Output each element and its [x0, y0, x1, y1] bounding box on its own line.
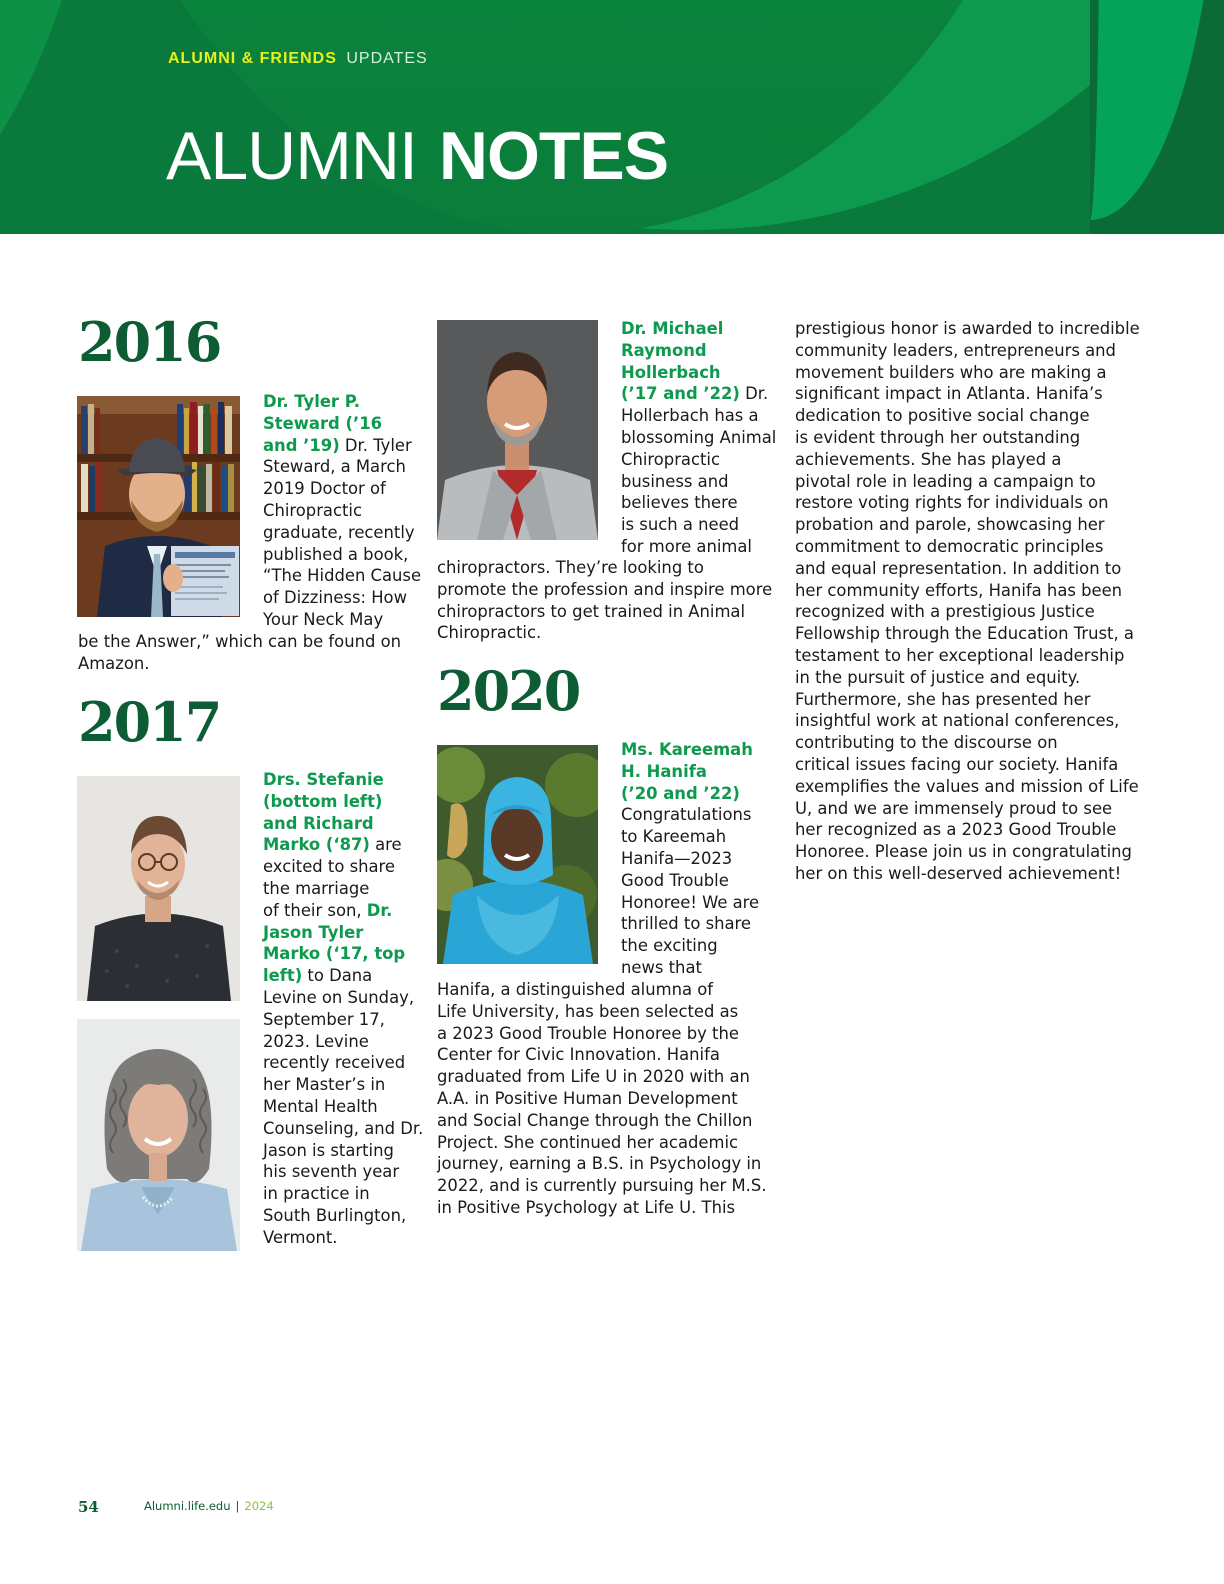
steward-wrap-0: be the Answer,” which can be found on	[78, 632, 402, 651]
portrait-illustration	[77, 776, 240, 1001]
year-heading-2017: 2017	[78, 690, 221, 754]
c3-line-18: insightful work at national conferences,	[795, 711, 1120, 731]
c3-line-24: Honoree. Please join us in congratulating	[795, 842, 1132, 862]
hanifa-line-3: Good Trouble	[621, 870, 729, 890]
c3-line-8: restore voting rights for individuals on	[795, 493, 1109, 513]
c3-line-0: prestigious honor is awarded to incredible	[795, 319, 1140, 338]
hollerbach-line-6: for more animal	[621, 536, 752, 556]
hollerbach-line-4: believes there	[621, 493, 738, 513]
marko-line-b3: 2023. Levine	[263, 1031, 369, 1051]
c3-line-10: commitment to democratic principles	[795, 536, 1104, 556]
steward-intro: Dr. Tyler	[344, 435, 412, 455]
hanifa-wrap-9: 2022, and is currently pursuing her M.S.	[437, 1176, 767, 1196]
hollerbach-line-3: business and	[621, 471, 729, 491]
hanifa-wrap-6: and Social Change through the Chillon	[437, 1110, 753, 1130]
note-hanifa-wrap	[437, 979, 782, 1219]
c3-line-22: U, and we are immensely proud to see	[795, 798, 1113, 818]
steward-line-2: Chiropractic	[263, 500, 362, 520]
c3-line-21: exemplifies the values and mission of Life	[795, 776, 1139, 796]
hollerbach-wrap-2: chiropractors to get trained in Animal	[437, 601, 746, 621]
footer-url[interactable]: Alumni.life.edu	[144, 1499, 231, 1513]
hanifa-wrap-7: Project. She continued her academic	[437, 1132, 739, 1152]
marko-line-a0: are	[375, 835, 402, 855]
marko-name-2: (bottom left)	[263, 791, 383, 811]
steward-line-6: of Dizziness: How	[263, 588, 407, 608]
year-heading-2020: 2020	[437, 659, 580, 723]
footer-year: 2024	[244, 1499, 274, 1513]
c3-line-2: movement builders who are making a	[795, 362, 1107, 382]
portrait-illustration	[77, 1019, 240, 1251]
steward-line-1: 2019 Doctor of	[263, 479, 386, 499]
c3-line-25: her on this well-deserved achievement!	[795, 863, 1122, 883]
steward-name-2: Steward (’16	[263, 413, 383, 433]
marko-name-4: Marko (‘87)	[263, 835, 370, 855]
kicker-strong: ALUMNI & FRIENDS	[168, 50, 337, 67]
title-light: ALUMNI	[166, 118, 417, 194]
marko-line-a3: of their son,	[263, 900, 362, 920]
hanifa-line-5: thrilled to share	[621, 914, 752, 934]
jason-name-2: Jason Tyler	[263, 922, 364, 942]
c3-line-12: her community efforts, Hanifa has been	[795, 580, 1123, 600]
title-bold: NOTES	[438, 118, 669, 194]
note-hanifa-continued	[795, 318, 1145, 885]
hollerbach-name-3: Hollerbach	[621, 362, 721, 382]
c3-line-6: achievements. She has played a	[795, 449, 1062, 469]
hanifa-wrap-10: in Positive Psychology at Life U. This	[437, 1197, 736, 1217]
portrait-illustration	[77, 396, 240, 617]
steward-wrap-1: Amazon.	[78, 653, 150, 673]
marko-line-b5: her Master’s in	[263, 1075, 386, 1095]
year-heading-2016: 2016	[78, 310, 221, 374]
hanifa-wrap-8: journey, earning a B.S. in Psychology in	[437, 1154, 762, 1174]
hollerbach-name-1: Dr. Michael	[621, 319, 724, 338]
marko-line-a2: the marriage	[263, 878, 370, 898]
marko-name-1: Drs. Stefanie	[263, 770, 384, 789]
c3-line-16: in the pursuit of justice and equity.	[795, 667, 1081, 687]
page-number: 54	[78, 1498, 99, 1516]
c3-line-15: testament to her exceptional leadership	[795, 645, 1125, 665]
c3-line-4: dedication to positive social change	[795, 406, 1090, 426]
photo-tyler-steward	[77, 396, 240, 617]
hanifa-line-1: to Kareemah	[621, 827, 727, 847]
hanifa-line-0: Congratulations	[621, 805, 752, 825]
marko-line-b1: Levine on Sunday,	[263, 987, 415, 1007]
jason-name-1: Dr.	[366, 900, 393, 920]
steward-line-3: graduate, recently	[263, 522, 415, 542]
steward-line-0: Steward, a March	[263, 457, 406, 477]
portrait-illustration	[437, 745, 598, 964]
note-steward-text	[263, 391, 433, 631]
jason-name-4: left)	[263, 966, 303, 986]
hollerbach-intro: Dr.	[745, 384, 769, 404]
hollerbach-wrap-1: promote the profession and inspire more	[437, 579, 773, 599]
note-hollerbach-text	[621, 318, 781, 558]
c3-line-7: pivotal role in leading a campaign to	[795, 471, 1096, 491]
steward-name-3: and ’19)	[263, 435, 340, 455]
note-hollerbach-wrap	[437, 557, 782, 644]
steward-line-4: published a book,	[263, 544, 409, 564]
hollerbach-line-5: is such a need	[621, 515, 740, 535]
hollerbach-line-2: Chiropractic	[621, 449, 720, 469]
hanifa-name-1: Ms. Kareemah	[621, 740, 753, 759]
hollerbach-name-2: Raymond	[621, 340, 707, 360]
steward-name-1: Dr. Tyler P.	[263, 392, 360, 411]
c3-line-11: and equal representation. In addition to	[795, 558, 1122, 578]
marko-line-a1: excited to share	[263, 857, 395, 877]
marko-line-b0: to Dana	[307, 966, 373, 986]
marko-line-b2: September 17,	[263, 1009, 385, 1029]
photo-stefanie-marko	[77, 1019, 240, 1251]
banner-arc-left	[0, 0, 100, 234]
photo-kareemah-hanifa	[437, 745, 598, 964]
c3-line-20: critical issues facing our society. Hanifa	[795, 754, 1119, 774]
portrait-illustration	[437, 320, 598, 540]
c3-line-14: Fellowship through the Education Trust, a	[795, 624, 1134, 644]
hanifa-name-2: H. Hanifa	[621, 761, 707, 781]
hanifa-wrap-1: Life University, has been selected as	[437, 1001, 739, 1021]
kicker-light: UPDATES	[346, 50, 428, 67]
marko-line-b7: Counseling, and Dr.	[263, 1118, 424, 1138]
page-title	[166, 116, 668, 196]
hanifa-line-6: the exciting	[621, 936, 718, 956]
marko-line-b9: his seventh year	[263, 1162, 400, 1182]
c3-line-9: probation and parole, showcasing her	[795, 515, 1105, 535]
c3-line-23: her recognized as a 2023 Good Trouble	[795, 820, 1117, 840]
hollerbach-line-0: Hollerbach has a	[621, 406, 759, 426]
note-steward-side	[263, 391, 433, 631]
c3-line-3: significant impact in Atlanta. Hanifa’s	[795, 384, 1103, 404]
hollerbach-line-1: blossoming Animal	[621, 427, 777, 447]
marko-line-b10: in practice in	[263, 1184, 370, 1204]
hollerbach-wrap-0: chiropractors. They’re looking to	[437, 558, 704, 577]
hanifa-name-3: (’20 and ’22)	[621, 783, 740, 803]
hanifa-line-7: news that	[621, 957, 702, 977]
steward-line-5: “The Hidden Cause	[263, 566, 422, 586]
hanifa-line-2: Hanifa—2023	[621, 848, 733, 868]
steward-line-7: Your Neck May	[263, 609, 384, 629]
c3-line-5: is evident through her outstanding	[795, 427, 1081, 447]
hanifa-wrap-2: a 2023 Good Trouble Honoree by the	[437, 1023, 739, 1043]
header-banner	[0, 0, 1224, 234]
note-steward-wrap	[78, 631, 423, 675]
c3-line-13: recognized with a prestigious Justice	[795, 602, 1095, 622]
footer-separator: |	[235, 1499, 240, 1513]
footer-url-block	[144, 1499, 274, 1513]
c3-line-19: contributing to the discourse on	[795, 733, 1058, 753]
note-marko-text	[263, 769, 433, 1249]
jason-name-3: Marko (‘17, top	[263, 944, 406, 964]
hollerbach-wrap-3: Chiropractic.	[437, 623, 542, 643]
c3-line-1: community leaders, entrepreneurs and	[795, 340, 1116, 360]
hollerbach-name-4: (’17 and ’22)	[621, 384, 740, 404]
marko-line-b11: South Burlington,	[263, 1205, 407, 1225]
marko-line-b12: Vermont.	[263, 1227, 338, 1247]
hanifa-wrap-0: Hanifa, a distinguished alumna of	[437, 980, 714, 999]
photo-michael-hollerbach	[437, 320, 598, 540]
marko-line-b4: recently received	[263, 1053, 406, 1073]
c3-line-17: Furthermore, she has presented her	[795, 689, 1091, 709]
note-hanifa-text	[621, 739, 781, 979]
marko-line-b8: Jason is starting	[263, 1140, 394, 1160]
hanifa-line-4: Honoree! We are	[621, 892, 760, 912]
marko-line-b6: Mental Health	[263, 1096, 378, 1116]
hanifa-wrap-3: Center for Civic Innovation. Hanifa	[437, 1045, 720, 1065]
hanifa-wrap-4: graduated from Life U in 2020 with an	[437, 1067, 750, 1087]
marko-name-3: and Richard	[263, 813, 374, 833]
section-kicker	[168, 50, 428, 68]
hanifa-wrap-5: A.A. in Positive Human Development	[437, 1088, 738, 1108]
photo-jason-marko	[77, 776, 240, 1001]
